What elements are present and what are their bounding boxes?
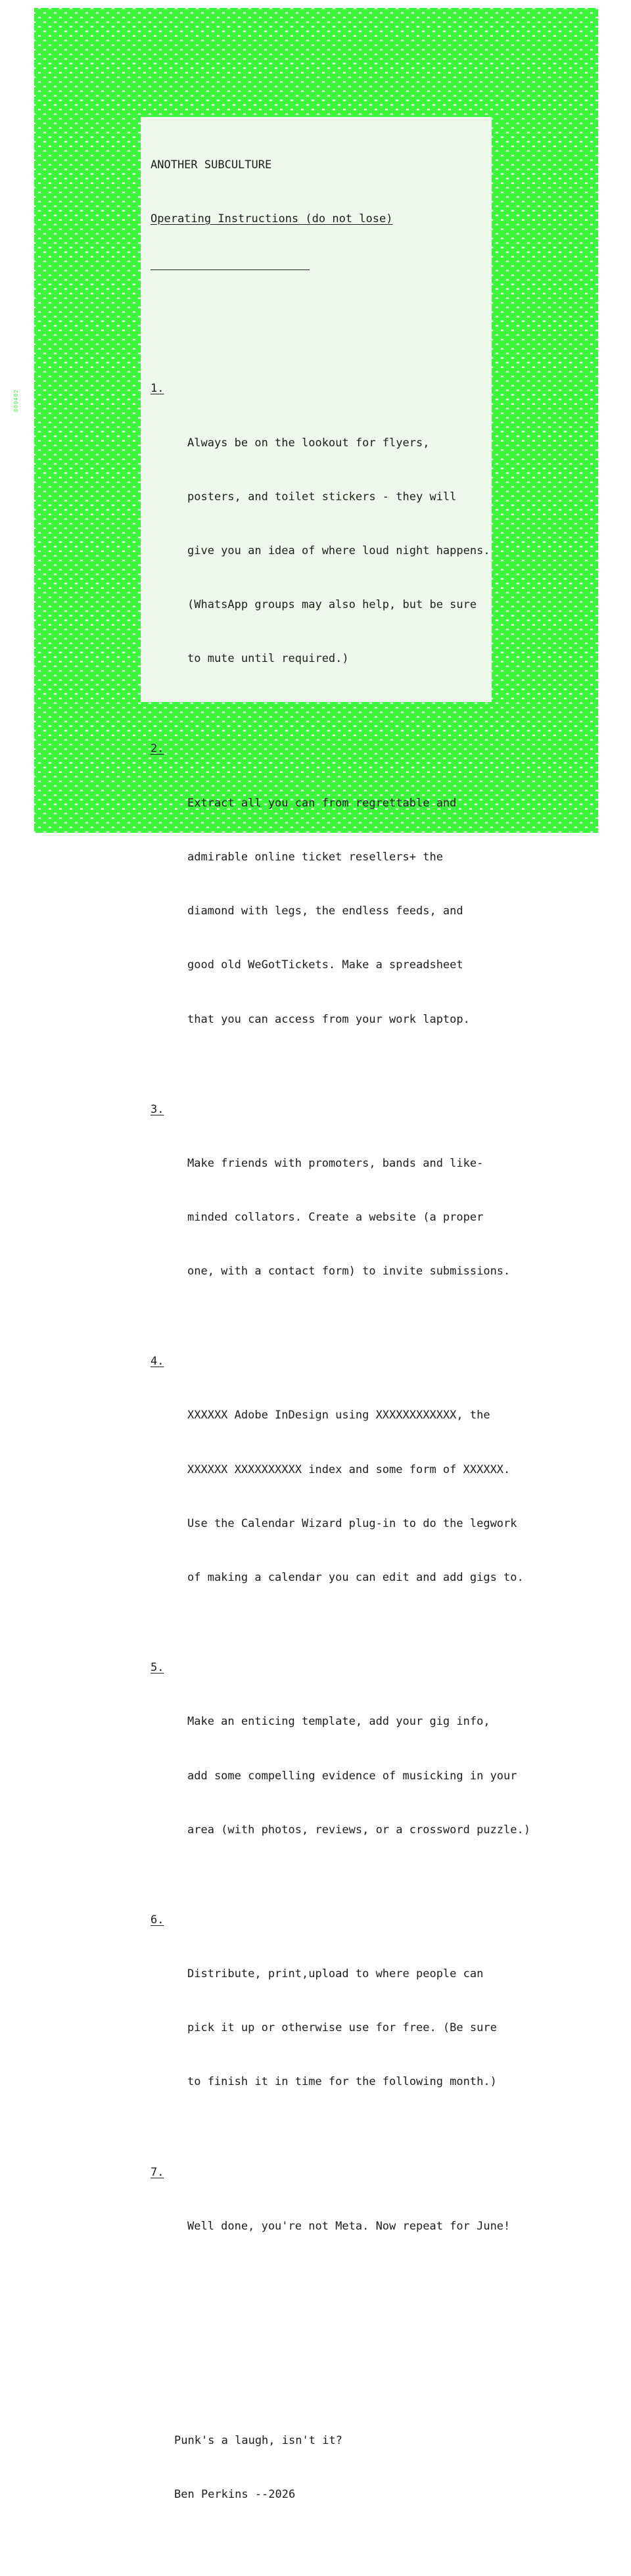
item-number: 3. <box>151 1102 164 1116</box>
item-line: that you can access from your work laptop. <box>187 1012 470 1026</box>
instruction-item-7 <box>151 2164 558 2272</box>
item-line: Distribute, print,upload to where people can <box>187 1967 484 1981</box>
item-line: posters, and toilet stickers - they will <box>187 490 457 503</box>
item-line: give you an idea of where loud night happens. <box>187 544 490 557</box>
item-line: Extract all you can from regrettable and <box>187 796 457 810</box>
instruction-item-6 <box>151 1911 558 2128</box>
instruction-item-2 <box>151 740 558 1064</box>
item-line: admirable online ticket resellers+ the <box>187 850 443 864</box>
item-line: one, with a contact form) to invite submissions. <box>187 1265 511 1278</box>
item-line: add some compelling evidence of musicking in your <box>187 1769 517 1783</box>
signoff-block <box>151 2396 558 2540</box>
typed-instructions <box>151 120 558 2576</box>
instruction-item-5 <box>151 1659 558 1875</box>
item-line: Well done, you're not Meta. Now repeat for June! <box>187 2219 511 2233</box>
item-line: XXXXXX Adobe InDesign using XXXXXXXXXXXX, the <box>187 1409 490 1422</box>
document-subtitle: Operating Instructions (do not lose) <box>151 212 393 226</box>
item-line: to finish it in time for the following month.) <box>187 2075 497 2089</box>
item-line: good old WeGotTickets. Make a spreadsheet <box>187 958 463 972</box>
item-line: diamond with legs, the endless feeds, and <box>187 904 463 918</box>
item-number: 7. <box>151 2165 164 2179</box>
instruction-item-4 <box>151 1353 558 1623</box>
item-line: Always be on the lookout for flyers, <box>187 436 430 450</box>
corner-code: LT 800 <box>563 829 580 834</box>
instruction-item-1 <box>151 380 558 704</box>
item-line: (WhatsApp groups may also help, but be sure <box>187 598 477 612</box>
item-line: to mute until required.) <box>187 652 349 666</box>
item-number: 6. <box>151 1913 164 1927</box>
side-margin-code: 000402 <box>13 389 19 412</box>
item-line: pick it up or otherwise use for free. (Be sure <box>187 2021 497 2035</box>
signoff-quip: Punk's a laugh, isn't it? <box>174 2433 342 2447</box>
signoff-signature: Ben Perkins --2026 <box>174 2488 296 2501</box>
title-underline-rule <box>151 269 310 270</box>
item-number: 1. <box>151 382 164 396</box>
instruction-list <box>151 344 558 2307</box>
document-title: ANOTHER SUBCULTURE <box>151 158 272 172</box>
item-line: Make friends with promoters, bands and like- <box>187 1156 484 1170</box>
item-number: 2. <box>151 742 164 756</box>
item-line: area (with photos, reviews, or a crossword puzzle.) <box>187 1823 530 1837</box>
item-line: of making a calendar you can edit and add gigs to. <box>187 1571 524 1585</box>
item-number: 5. <box>151 1661 164 1675</box>
item-line: Use the Calendar Wizard plug-in to do the legwork <box>187 1516 517 1530</box>
item-line: Make an enticing template, add your gig info, <box>187 1715 490 1729</box>
item-line: minded collators. Create a website (a proper <box>187 1210 484 1224</box>
instruction-item-3 <box>151 1101 558 1317</box>
item-line: XXXXXX XXXXXXXXXX index and some form of XXXXXX. <box>187 1463 511 1476</box>
item-number: 4. <box>151 1355 164 1369</box>
